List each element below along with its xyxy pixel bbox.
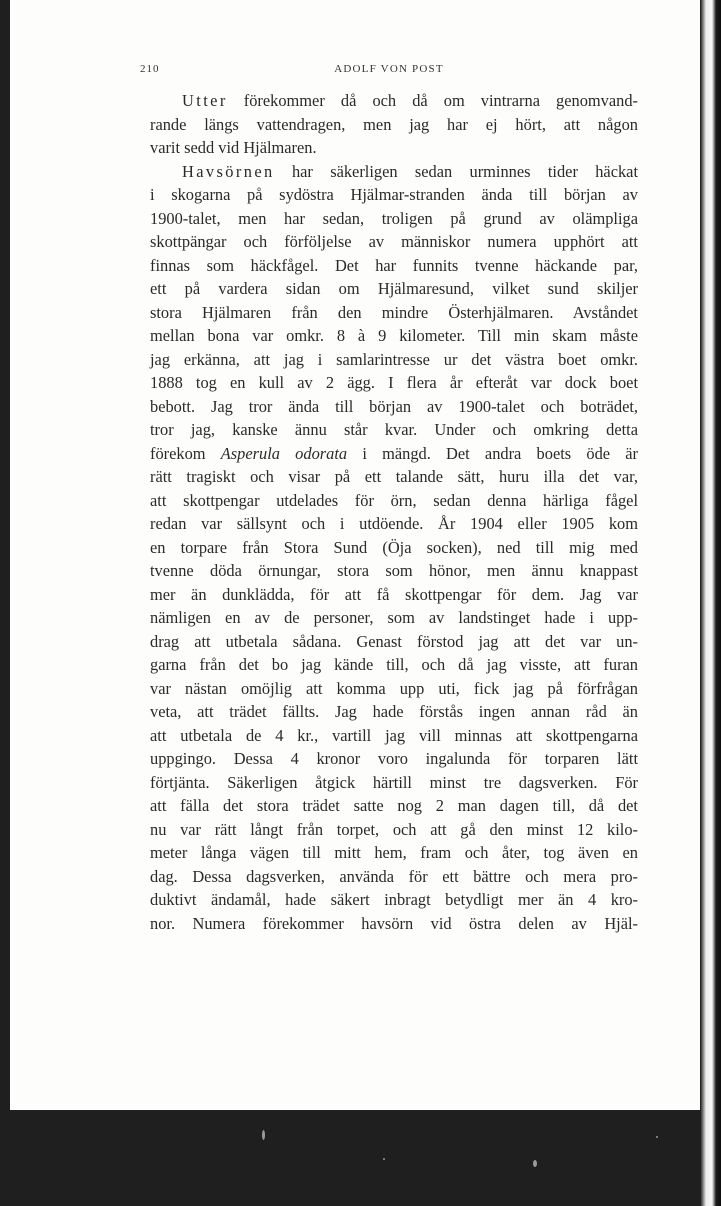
scan-speck	[262, 1130, 265, 1140]
running-title: ADOLF VON POST	[334, 63, 444, 75]
text-line: att utbetala de 4 kr., vartill jag vill minnas att skottpengarna	[150, 725, 638, 745]
scan-speck	[533, 1160, 537, 1167]
scan-speck	[656, 1136, 658, 1138]
text-line: ett på vardera sidan om Hjälmaresund, vilket sund skiljer	[150, 279, 638, 298]
text-line: meter långa vägen till mitt hem, fram och åter, tog även en	[150, 843, 638, 862]
text-line: bebott. Jag tror ända till början av 1900-talet och boträdet,	[150, 396, 638, 416]
text-line: jag erkänna, att jag i samlarintresse ur det västra boet omkr.	[150, 349, 638, 369]
text-line: 1888 tog en kull av 2 ägg. I flera år efteråt var dock boet	[150, 373, 638, 392]
text-line: förekom Asperula odorata i mängd. Det andra boets öde är	[150, 443, 638, 463]
text-line: mer än dunklädda, för att få skottpengar för dem. Jag var	[150, 584, 638, 604]
text-line: duktivt ändamål, hade säkert inbragt betydligt mer än 4 kro-	[150, 890, 638, 909]
text-line: var nästan omöjlig att komma upp uti, fick jag på förfrågan	[150, 678, 638, 698]
species-name: Asperula odorata	[220, 443, 348, 463]
text-line: skottpängar och förföljelse av människor numera upphört att	[150, 232, 638, 251]
text-line: Utter förekommer då och då om vintrarna genomvand-	[182, 91, 638, 110]
text-line: garna från det bo jag kände till, och då jag visste, att furan	[150, 655, 638, 674]
text-line: veta, att trädet fällts. Jag hade förstås ingen annan råd än	[150, 702, 638, 721]
text-line: stora Hjälmaren från den mindre Österhjälmaren. Avståndet	[150, 302, 638, 322]
text-line: en torpare från Stora Sund (Öja socken), ned till mig med	[150, 537, 638, 557]
page-edge	[700, 0, 721, 1206]
lead-word: Utter	[182, 91, 228, 110]
scan-speck	[383, 1158, 385, 1160]
text-line: nor. Numera förekommer havsörn vid östra delen av Hjäl-	[150, 913, 638, 933]
page-header	[140, 63, 638, 81]
text-line: varit sedd vid Hjälmaren.	[150, 138, 317, 157]
text-line: att skottpengar utdelades för örn, sedan denna härliga fågel	[150, 490, 638, 510]
text-line: nu var rätt långt från torpet, och att gå den minst 12 kilo-	[150, 819, 638, 839]
text-line: i skogarna på sydöstra Hjälmar-stranden ända till början av	[150, 185, 638, 204]
text-line: drag att utbetala sådana. Genast förstod jag att det var un-	[150, 631, 638, 651]
text-line: förtjänta. Säkerligen åtgick härtill minst tre dagsverken. För	[150, 772, 638, 792]
lead-word: Havsörnen	[182, 161, 275, 181]
text-line: redan var sällsynt och i utdöende. År 1904 eller 1905 kom	[150, 514, 638, 533]
text-line: finnas som häckfågel. Det har funnits tvenne häckande par,	[150, 255, 638, 275]
text-line: Havsörnen har säkerligen sedan urminnes tider häckat	[182, 161, 638, 181]
text-line: nämligen en av de personer, som av landstinget hade i upp-	[150, 608, 638, 627]
text-line: tror jag, kanske ännu står kvar. Under och omkring detta	[150, 420, 638, 439]
body-text	[150, 89, 638, 935]
text-line: mellan bona var omkr. 8 à 9 kilometer. Till min skam måste	[150, 326, 638, 345]
page-number: 210	[140, 63, 160, 75]
text-line: uppgingo. Dessa 4 kronor voro ingalunda för torparen lätt	[150, 749, 638, 768]
text-line: 1900-talet, men har sedan, troligen på grund av olämpliga	[150, 208, 638, 228]
text-line: tvenne döda örnungar, stora som hönor, men ännu knappast	[150, 561, 638, 580]
text-line: dag. Dessa dagsverken, använda för ett bättre och mera pro-	[150, 866, 638, 886]
text-line: rande längs vattendragen, men jag har ej hört, att någon	[150, 114, 638, 134]
text-line: att fälla det stora trädet satte nog 2 man dagen till, då det	[150, 796, 638, 815]
text-line: rätt tragiskt och visar på ett talande sätt, huru illa det var,	[150, 467, 638, 486]
